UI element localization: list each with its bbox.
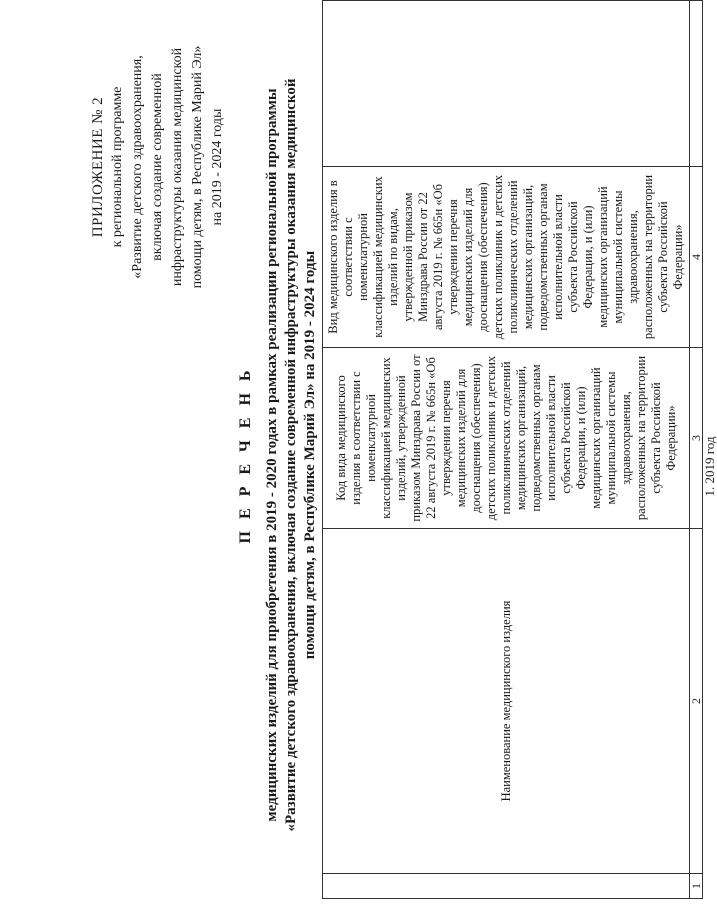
appendix-line: помощи детям, в Республике Марий Эл» (190, 45, 205, 289)
header-cell-name: Наименование медицинского изделия (323, 529, 690, 874)
header-cell-kind: Вид медицинского изделия в соответствии с номенклатурной классификацией медицинских изделий по видам, утвержденной приказом Минздрава России от 22 августа 2019 г. № 665н «Об утверждении перечня медицинских изделий для дооснащения (обеспечения) детских поликлиник и детских поликлинических отделений медицинских организаций, подведомственных органам исполнительной власти субъекта Российской Федерации, и (или) медицинских организаций муниципальной системы здравоохранения, расположенных на территории субъекта Российской Федерации» (323, 167, 690, 348)
column-number: 3 (690, 348, 703, 529)
appendix-line: «Развитие детского здравоохранения, (130, 55, 145, 279)
appendix-line: на 2019 - 2024 годы (210, 108, 225, 226)
appendix-line: инфраструктуры оказания медицинской (170, 47, 185, 287)
appendix-number: ПРИЛОЖЕНИЕ № 2 (90, 96, 106, 238)
column-number: 1 (690, 874, 703, 899)
section-row (703, 1, 717, 899)
column-number: 2 (690, 529, 703, 874)
medical-devices-table (322, 0, 717, 899)
title-line: медицинских изделий для приобретения в 2019 - 2020 годах в рамках реализации региональной программы (264, 88, 280, 822)
table-header-row (323, 1, 690, 899)
title-line: помощи детям, в Республике Марий Эл» на 2019 - 2024 годы (302, 250, 318, 660)
column-number: 4 (690, 167, 703, 348)
header-cell-empty (323, 1, 690, 167)
appendix-line: к региональной программе (110, 86, 125, 248)
column-number-empty (690, 1, 703, 167)
title-line: «Развитие детского здравоохранения, включая создание современной инфраструктуры оказания медицинской (283, 78, 299, 832)
appendix-line: включая создание современной (150, 73, 165, 261)
column-number-row (690, 1, 703, 899)
section-cell (703, 1, 717, 899)
header-cell-code: Код вида медицинского изделия в соответствии с номенклатурной классификацией медицинских изделий, утвержденной приказом Минздрава России от 22 августа 2019 г. № 665н «Об утверждении перечня медицинских изделий для дооснащения (обеспечения) детских поликлиник и детских поликлинических отделений медицинских организаций, подведомственных органам исполнительной власти субъекта Российской Федерации, и (или) медицинских организаций муниципальной системы здравоохранения, расположенных на территории субъекта Российской Федерации» (323, 348, 690, 529)
section-label: 1. 2019 год (702, 436, 717, 497)
document-title (236, 50, 320, 860)
appendix-header (88, 2, 228, 332)
header-cell-index (323, 874, 690, 899)
title-heading: П Е Р Е Ч Е Н Ь (237, 366, 254, 544)
